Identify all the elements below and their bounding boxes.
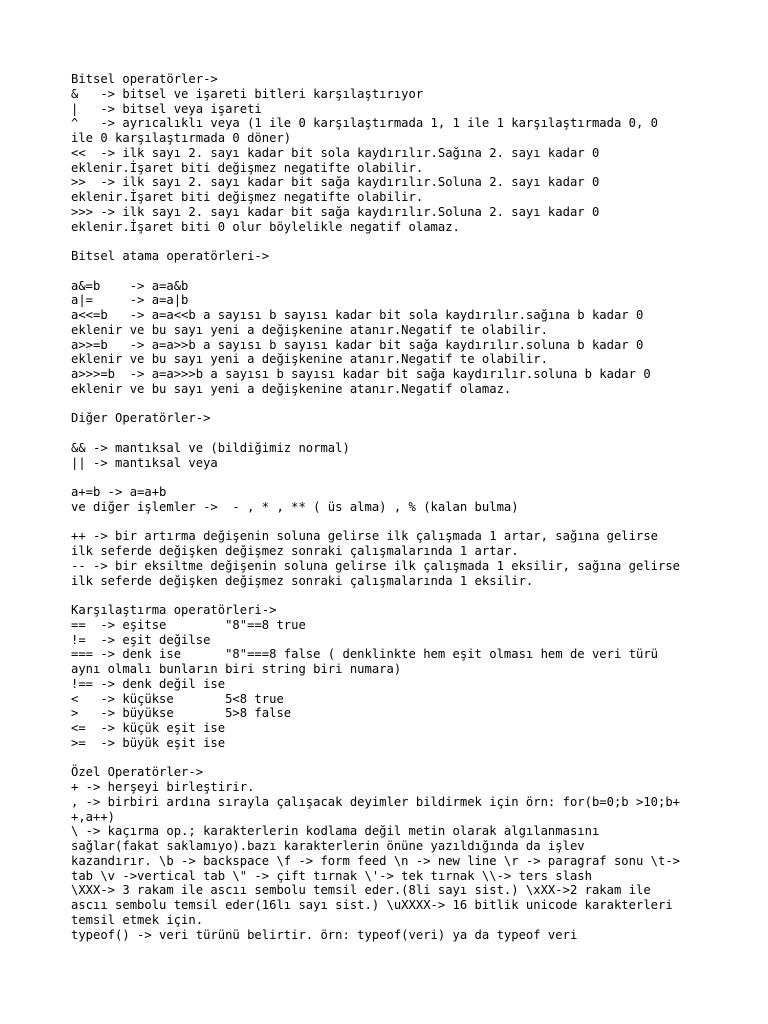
text-line: >> -> ilk sayı 2. sayı kadar bit sağa kaydırılır.Soluna 2. sayı kadar 0 [71, 175, 600, 190]
text-line: eklenir.İşaret biti 0 olur böylelikle negatif olamaz. [71, 219, 460, 234]
text-line [71, 426, 711, 441]
text-line: eklenir.İşaret biti değişmez negatifte olabilir. [71, 160, 424, 175]
text-line [71, 515, 711, 530]
text-line: Bitsel atama operatörleri-> [71, 249, 270, 263]
text-line: Bitsel operatörler-> [71, 72, 218, 86]
text-line [71, 397, 711, 412]
text-line: < -> küçükse 5<8 true [71, 691, 284, 706]
text-line: ilk seferde değişken değişmez sonraki çalışmalarında 1 eksilir. [71, 573, 534, 588]
text-line [71, 470, 711, 485]
text-line: > -> büyükse 5>8 false [71, 706, 292, 721]
text-line [71, 751, 711, 766]
text-line: \ -> kaçırma op.; karakterlerin kodlama değil metin olarak algılanmasını [71, 824, 600, 839]
text-line: ^ -> ayrıcalıklı veya (1 ile 0 karşılaştırmada 1, 1 ile 1 karşılaştırmada 0, 0 [71, 116, 658, 131]
text-line: Karşılaştırma operatörleri-> [71, 603, 277, 617]
text-line: a>>=b -> a=a>>b a sayısı b sayısı kadar bit sağa kaydırılır.soluna b kadar 0 [71, 337, 644, 352]
text-line: | -> bitsel veya işareti [71, 101, 262, 116]
text-line: >= -> büyük eşit ise [71, 735, 226, 750]
text-line: & -> bitsel ve işareti bitleri karşılaştırıyor [71, 86, 424, 101]
text-line: != -> eşit değilse [71, 632, 211, 647]
text-line: aynı olmalı bunların biri string biri numara) [71, 662, 402, 676]
text-line: , -> birbiri ardına sırayla çalışacak deyimler bildirmek için örn: for(b=0;b >10;b+ [71, 794, 681, 809]
text-line: +,a++) [71, 809, 116, 824]
text-line [71, 234, 711, 249]
text-line: kazandırır. \b -> backspace \f -> form feed \n -> new line \r -> paragraf sonu \t-> [71, 853, 681, 868]
text-line [71, 264, 711, 279]
text-line: eklenir ve bu sayı yeni a değişkenine atanır.Negatif olamaz. [71, 381, 512, 396]
text-line: Özel Operatörler-> [71, 765, 204, 780]
text-line: && -> mantıksal ve (bildiğimiz normal) [71, 440, 350, 455]
text-line: a&=b -> a=a&b [71, 278, 189, 293]
text-line: sağlar(fakat saklamıyo).bazı karakterlerin önüne yazıldığında da işlev [71, 839, 585, 853]
text-line: Diğer Operatörler-> [71, 411, 211, 426]
text-line: ile 0 karşılaştırmada 0 döner) [71, 131, 292, 145]
text-line: a+=b -> a=a+b [71, 485, 167, 499]
text-line: typeof() -> veri türünü belirtir. örn: typeof(veri) ya da typeof veri [71, 927, 578, 942]
text-line: ++ -> bir artırma değişenin soluna gelirse ilk çalışmada 1 artar, sağına gelirse [71, 529, 658, 544]
text-line: || -> mantıksal veya [71, 455, 218, 470]
text-line: ilk seferde değişken değişmez sonraki çalışmalarında 1 artar. [71, 544, 519, 558]
text-line: >>> -> ilk sayı 2. sayı kadar bit sağa kaydırılır.Soluna 2. sayı kadar 0 [71, 204, 600, 219]
text-line: <= -> küçük eşit ise [71, 721, 226, 735]
text-line: -- -> bir eksiltme değişenin soluna gelirse ilk çalışmada 1 eksilir, sağına gelirse [71, 558, 681, 573]
text-line: ascıı sembolu temsil eder(16lı sayı sist.) \uXXXX-> 16 bitlik unicode karakterleri [71, 898, 673, 912]
text-line: ve diğer işlemler -> - , * , ** ( üs alma) , % (kalan bulma) [71, 499, 519, 514]
text-line: temsil etmek için. [71, 912, 204, 927]
text-line: eklenir.İşaret biti değişmez negatifte olabilir. [71, 190, 424, 204]
text-line: tab \v ->vertical tab \" -> çift tırnak \'-> tek tırnak \\-> ters slash [71, 868, 592, 883]
text-line: a<<=b -> a=a<<b a sayısı b sayısı kadar bit sola kaydırılır.sağına b kadar 0 [71, 308, 644, 322]
text-line [71, 588, 711, 603]
text-line: === -> denk ise "8"===8 false ( denklinkte hem eşit olması hem de veri türü [71, 647, 658, 662]
text-line: + -> herşeyi birleştirir. [71, 780, 255, 794]
text-line: a|= -> a=a|b [71, 293, 189, 308]
text-line: == -> eşitse "8"==8 true [71, 617, 306, 632]
document-body [71, 72, 711, 942]
text-line: eklenir ve bu sayı yeni a değişkenine atanır.Negatif te olabilir. [71, 322, 548, 337]
text-line: \XXX-> 3 rakam ile ascıı sembolu temsil eder.(8li sayı sist.) \xXX->2 rakam ile [71, 883, 651, 898]
text-line: eklenir ve bu sayı yeni a değişkenine atanır.Negatif te olabilir. [71, 352, 548, 367]
text-line: !== -> denk değil ise [71, 676, 226, 691]
text-line: << -> ilk sayı 2. sayı kadar bit sola kaydırılır.Sağına 2. sayı kadar 0 [71, 145, 600, 160]
text-line: a>>>=b -> a=a>>>b a sayısı b sayısı kadar bit sağa kaydırılır.soluna b kadar 0 [71, 367, 651, 381]
